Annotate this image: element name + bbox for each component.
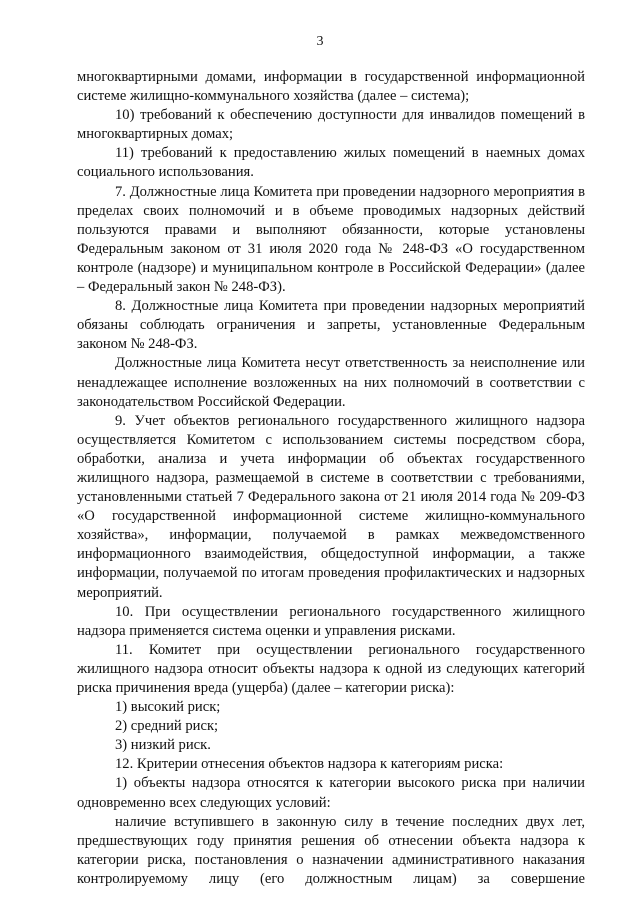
paragraph: 8. Должностные лица Комитета при проведении надзорных мероприятий обязаны соблюдать ограничения и запреты, установленные Федеральным законом № 248-ФЗ. [77,298,585,353]
paragraph: 3) низкий риск. [115,737,211,754]
paragraph: 1) объекты надзора относятся к категории высокого риска при наличии одновременно всех следующих условий: [77,775,585,811]
paragraph: 2) средний риск; [115,718,219,735]
paragraph: 10. При осуществлении регионального государственного жилищного надзора применяется система оценки и управления рисками. [77,603,585,639]
paragraph: наличие вступившего в законную силу в течение последних двух лет, предшествующих году принятия решения об отнесении объекта надзора к категории риска, постановления о назначении административного наказания контролируемому лицу (его должностным лицам) за совершение [77,813,585,887]
paragraph: 1) высокий риск; [115,699,221,716]
paragraph: многоквартирными домами, информации в государственной информационной системе жилищно-коммунального хозяйства (далее – система); [77,69,585,105]
paragraph: 9. Учет объектов регионального государственного жилищного надзора осуществляется Комитетом с использованием системы посредством сбора, обработки, анализа и учета информации об объектах государственного жилищного надзора, размещаемой в системе в соответствии с требованиями, установленными статьей 7 Федерального закона от 21 июля 2014 года № 209-ФЗ «О государственной информационной системе жилищно-коммунального хозяйства», информации, получаемой в рамках межведомственного информационного взаимодействия, общедоступной информации, а также информации, получаемой по итогам проведения профилактических и надзорных мероприятий. [77,412,585,601]
page-number: 3 [316,34,324,49]
paragraph: Должностные лица Комитета несут ответственность за неисполнение или ненадлежащее исполнение возложенных на них полномочий в соответствии с законодательством Российской Федерации. [77,355,585,410]
paragraph: 7. Должностные лица Комитета при проведении надзорного мероприятия в пределах своих полномочий и в объеме проводимых надзорных действий пользуются правами и выполняют обязанности, которые установлены Федеральным законом от 31 июля 2020 года № 248-ФЗ «О государственном контроле (надзоре) и муниципальном контроле в Российской Федерации» (далее – Федеральный закон № 248-ФЗ). [77,183,585,296]
paragraph: 11) требований к предоставлению жилых помещений в наемных домах социального использования. [77,145,585,181]
paragraph: 10) требований к обеспечению доступности для инвалидов помещений в многоквартирных домах; [77,107,585,143]
paragraph: 12. Критерии отнесения объектов надзора к категориям риска: [115,756,504,773]
document-body [77,68,585,889]
paragraph: 11. Комитет при осуществлении регионального государственного жилищного надзора относит объекты надзора к одной из следующих категорий риска причинения вреда (ущерба) (далее – категории риска): [77,641,585,696]
